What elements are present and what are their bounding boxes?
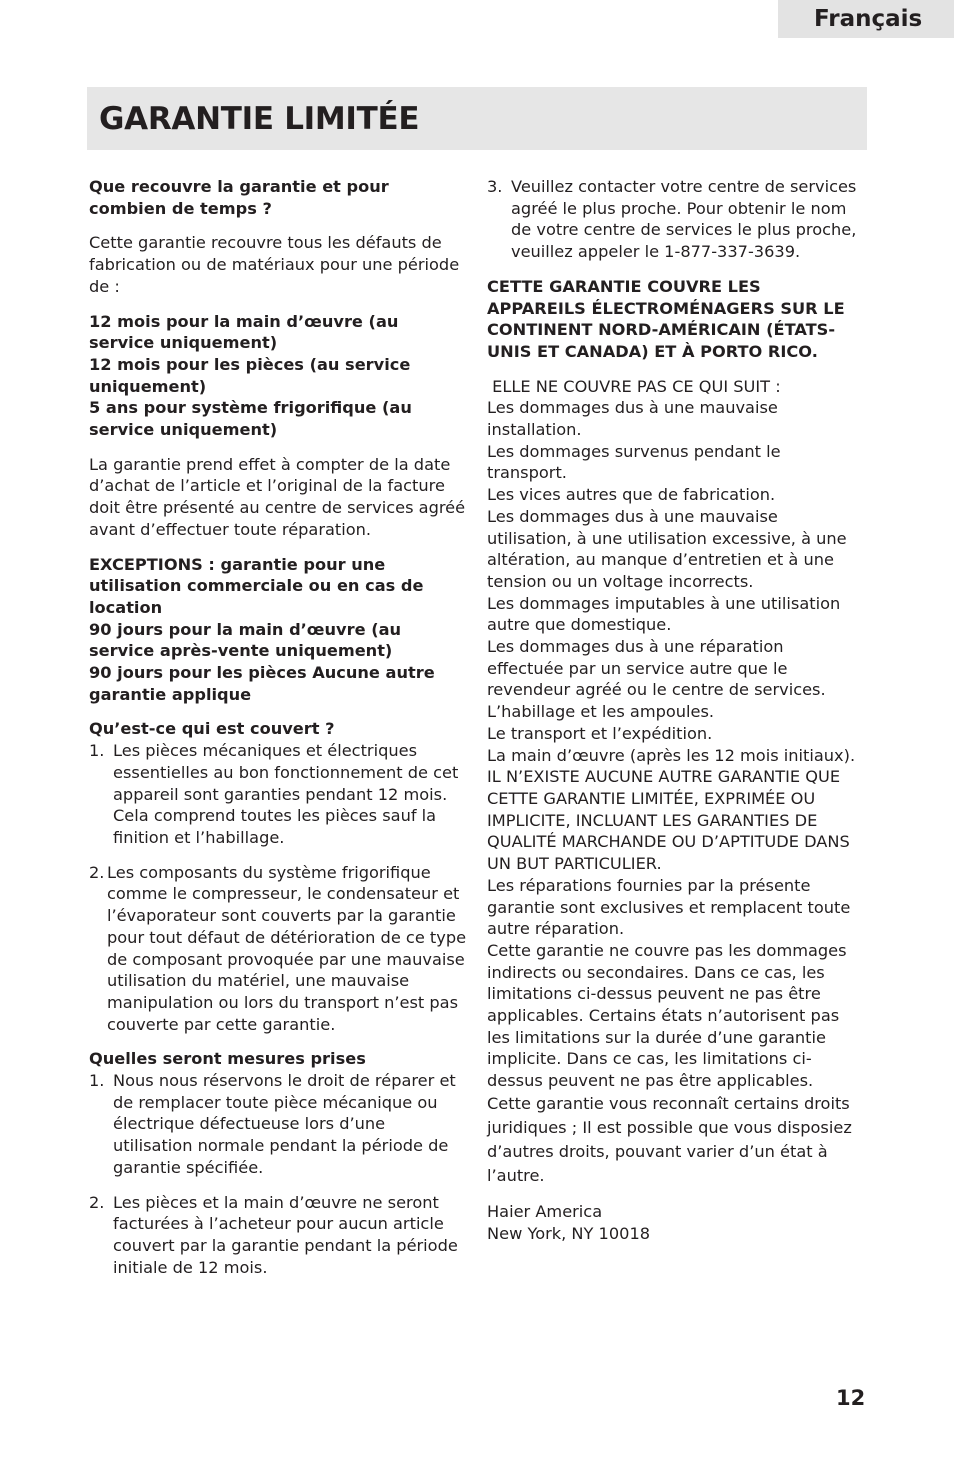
list-item [89,1192,467,1279]
exclusion-item: Les vices autres que de fabrication. [487,485,776,505]
coverage-parts: 12 mois pour les pièces (au service uniquement) [89,354,411,396]
question-measures: Quelles seront mesures prises [89,1049,366,1069]
exceptions-block [89,554,467,706]
company-name: Haier America [487,1201,603,1221]
indirect-damages: Cette garantie ne couvre pas les dommages indirects ou secondaires. Dans ce cas, les limitations ci-dessus peuvent ne pas être applicables. Certains états n’autorisent pas les limitations sur la durée d’une garantie implicite. Dans ce cas, les limitations ci-dessus peuvent ne pas être applicables. [487,940,847,1091]
exceptions-note: garantie applique [89,684,252,704]
exclusion-item: Le transport et l’expédition. [487,723,713,743]
list-text: Les pièces et la main d’œuvre ne seront facturées à l’acheteur pour aucun article couvert par la garantie pendant la période initiale de 12 mois. [113,1192,458,1277]
list-text: Veuillez contacter votre centre de services agréé le plus proche. Pour obtenir le nom de votre centre de services le plus proche, veuillez appeler le 1-877-337-3639. [511,177,857,262]
list-number: 2. [89,862,105,882]
list-item [89,740,467,849]
coverage-labor: 12 mois pour la main d’œuvre (au service uniquement) [89,311,399,353]
list-text: Nous nous réservons le droit de réparer et de remplacer toute pièce mécanique ou électrique défectueuse lors d’une utilisation normale pendant la période de garantie spécifiée. [113,1071,456,1177]
exclusion-item: Les dommages dus à une mauvaise utilisation, à une utilisation excessive, à une altération, au manque d’entretien et à une tension ou un voltage incorrects. [487,506,847,591]
list-number: 2. [89,1192,105,1212]
page-number: 12 [836,1386,866,1410]
coverage-refrigeration: 5 ans pour système frigorifique (au service uniquement) [89,398,412,440]
legal-rights: Cette garantie vous reconnaît certains droits juridiques ; Il est possible que vous disposiez d’autres droits, pouvant varier d’un état à l’autre. [487,1093,852,1185]
covered-list [89,740,467,1035]
warranty-start-text: La garantie prend effet à compter de la date d’achat de l’article et l’original de la facture doit être présenté au centre de services agréé avant d’effectuer toute réparation. [89,454,466,539]
list-text: Les composants du système frigorifique comme le compresseur, le condensateur et l’évaporateur sont couverts par la garantie pour tout défaut de détérioration de ce type de composant provoquée par une mauvaise utilisation du matériel, une mauvaise manipulation ou lors du transport n’est pas couverte par cette garantie. [107,862,467,1034]
list-text: Les pièces mécaniques et électriques essentielles au bon fonctionnement de cet appareil sont garanties pendant 12 mois. Cela comprend toutes les pièces sauf la finition et l’habillage. [113,741,459,847]
exclusions-intro: ELLE NE COUVRE PAS CE QUI SUIT : [487,376,781,396]
exclusive-remedy: Les réparations fournies par la présente garantie sont exclusives et remplacent toute autre réparation. [487,875,851,939]
exceptions-labor: 90 jours pour la main d’œuvre (au service après-vente uniquement) [89,619,402,661]
list-item [89,1070,467,1179]
exclusion-item: Les dommages dus à une mauvaise installation. [487,398,778,440]
exclusion-item: Les dommages imputables à une utilisation autre que domestique. [487,593,841,635]
right-column [487,176,865,1244]
measures-list [89,1070,467,1278]
company-city: New York, NY 10018 [487,1223,651,1243]
contact-list [487,176,865,263]
exclusion-item: L’habillage et les ampoules. [487,702,715,722]
coverage-scope: CETTE GARANTIE COUVRE LES APPAREILS ÉLECTROMÉNAGERS SUR LE CONTINENT NORD-AMÉRICAIN (ÉTATS-UNIS ET CANADA) ET À PORTO RICO. [487,276,845,361]
company-address [487,1201,865,1244]
list-number: 3. [487,177,503,196]
exceptions-parts: 90 jours pour les pièces Aucune autre [89,663,435,683]
question-coverage-duration: Que recouvre la garantie et pour combien de temps ? [89,177,389,218]
list-item [89,862,467,1036]
exclusions-block [487,376,865,1188]
list-number: 1. [89,1071,105,1091]
list-item [487,176,865,263]
no-other-warranty: IL N’EXISTE AUCUNE AUTRE GARANTIE QUE CETTE GARANTIE LIMITÉE, EXPRIMÉE OU IMPLICITE, INCLUANT LES GARANTIES DE QUALITÉ MARCHANDE OU D’APTITUDE DANS UN BUT PARTICULIER. [487,767,850,874]
list-number: 1. [89,741,105,761]
question-what-covered: Qu’est-ce qui est couvert ? [89,719,335,739]
coverage-intro: Cette garantie recouvre tous les défauts de fabrication ou de matériaux pour une période de : [89,233,460,296]
exclusion-item: La main d’œuvre (après les 12 mois initiaux). [487,745,856,765]
exclusion-item: Les dommages survenus pendant le transport. [487,441,781,483]
title-bar [87,87,867,150]
exclusion-item: Les dommages dus à une réparation effectuée par un service autre que le revendeur agréé ou le centre de services. [487,637,826,700]
exceptions-heading: EXCEPTIONS : garantie pour une utilisation commerciale ou en cas de location [89,554,424,617]
coverage-periods [89,311,467,441]
language-tab: Français [778,0,954,38]
page-title: GARANTIE LIMITÉE [99,101,420,137]
left-column [89,176,467,1291]
